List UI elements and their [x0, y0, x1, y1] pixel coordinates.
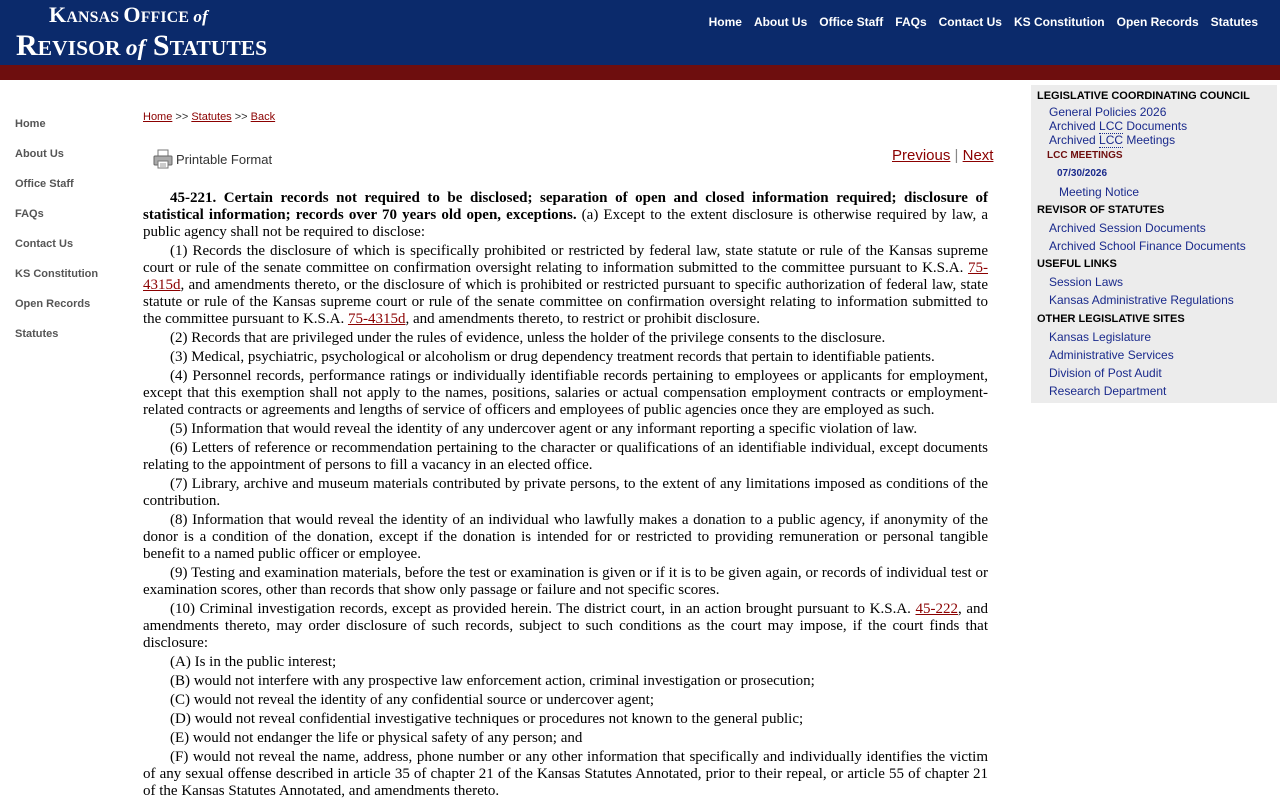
lcc-heading: LEGISLATIVE COORDINATING COUNCIL [1037, 90, 1250, 102]
logo-text: O [123, 2, 141, 27]
statute-text-segment: (10) Criminal investigation records, except as provided herein. The district court, in an action brought pursuant to K.S.A. [170, 601, 916, 617]
archived-school-finance-link[interactable]: Archived School Finance Documents [1049, 239, 1246, 253]
top-nav-ks-constitution[interactable]: KS Constitution [1013, 15, 1105, 29]
statute-text-segment: , and amendments thereto, to restrict or prohibit disclosure. [405, 311, 760, 327]
top-nav-about-us[interactable]: About Us [753, 15, 808, 29]
logo-line-2 [16, 29, 267, 63]
left-nav-faqs[interactable]: FAQs [15, 208, 44, 220]
top-nav-faqs[interactable]: FAQs [895, 15, 927, 29]
left-nav-office-staff[interactable]: Office Staff [15, 178, 74, 190]
statute-paragraph [143, 190, 988, 241]
statute-paragraph [143, 711, 988, 728]
statute-paragraph [143, 512, 988, 563]
site-header [0, 0, 1280, 65]
statute-paragraph [143, 243, 988, 328]
statute-heading: 45-221. Certain records not required to be disclosed; separation of open and closed information required; disclosure of statistical information; records over 70 years old open, exceptions. [143, 190, 988, 223]
statute-paragraph [143, 749, 988, 800]
statute-citation-link[interactable]: 75-4315d [347, 311, 406, 327]
statute-text-segment: (C) would not reveal the identity of any confidential source or undercover agent; [170, 692, 654, 708]
printer-icon [152, 148, 174, 170]
breadcrumb-statutes[interactable]: Statutes [191, 111, 232, 123]
statute-paragraph [143, 601, 988, 652]
statute-paragraph [143, 476, 988, 510]
pager [892, 147, 993, 164]
left-nav-statutes[interactable]: Statutes [15, 328, 59, 340]
statute-paragraph [143, 440, 988, 474]
statute-text-segment: , and amendments thereto, may order disclosure of such records, subject to such conditions as the court may impose, if the court finds that disclosure: [143, 601, 988, 651]
statute-text-segment: (9) Testing and examination materials, before the test or examination is given or if it is to be given again, or records of individual test or examination scores, other than records that show only passage or failure and not specific scores. [143, 565, 988, 598]
printable-format-link[interactable] [152, 148, 272, 170]
other-sites-heading: OTHER LEGISLATIVE SITES [1037, 313, 1185, 325]
statute-text-segment: (2) Records that are privileged under the rules of evidence, unless the holder of the privilege consents to the disclosure. [170, 330, 886, 346]
statute-citation-link[interactable]: 45-222 [915, 601, 958, 617]
left-nav [15, 118, 98, 358]
logo-text: of [193, 7, 209, 26]
archived-lcc-meetings-link[interactable]: Archived LCC Meetings [1049, 133, 1176, 147]
logo-text: of [125, 35, 146, 61]
statute-text-segment: (6) Letters of reference or recommendation pertaining to the character or qualifications of an identifiable individual, except documents relating to the appointment of persons to fill a vacancy in an elected office. [143, 440, 988, 473]
logo-text: FFICE [140, 9, 194, 26]
breadcrumb-separator: >> [234, 111, 248, 123]
statute-text-segment: (1) Records the disclosure of which is specifically prohibited or restricted by federal law, state statute or rule of the Kansas supreme court or rule of the senate committee on confirmation oversight relating to information submitted to the committee pursuant to K.S.A. [143, 243, 988, 276]
session-laws-link[interactable]: Session Laws [1049, 275, 1124, 289]
left-nav-open-records[interactable]: Open Records [15, 298, 91, 310]
statute-text-segment: (B) would not interfere with any prospective law enforcement action, criminal investigation or prosecution; [170, 673, 815, 689]
kansas-legislature-link[interactable]: Kansas Legislature [1049, 330, 1152, 344]
statute-text-segment: (3) Medical, psychiatric, psychological or alcoholism or drug dependency treatment records that pertain to identifiable patients. [170, 349, 935, 365]
logo-text: TATUTES [169, 36, 268, 60]
statute-paragraph [143, 565, 988, 599]
logo-text: R [16, 29, 38, 62]
statute-text-segment: (D) would not reveal confidential investigative techniques or procedures not known to the general public; [170, 711, 804, 727]
archived-session-documents-link[interactable]: Archived Session Documents [1049, 221, 1206, 235]
statute-text-segment: (8) Information that would reveal the identity of an individual who lawfully makes a donation to a public agency, if anonymity of the donor is a condition of the donation, except if the donation is intended for or restricted to providing remuneration or personal tangible benefit to a named public officer or employee. [143, 512, 988, 562]
useful-links-heading: USEFUL LINKS [1037, 258, 1117, 270]
revisor-heading: REVISOR OF STATUTES [1037, 204, 1165, 216]
general-policies-link[interactable]: General Policies 2026 [1049, 105, 1167, 119]
breadcrumb [143, 111, 275, 123]
statute-text-segment: (E) would not endanger the life or physical safety of any person; and [170, 730, 583, 746]
archived-lcc-documents-link[interactable]: Archived LCC Documents [1049, 119, 1188, 133]
left-nav-about-us[interactable]: About Us [15, 148, 64, 160]
top-nav-statutes[interactable]: Statutes [1210, 15, 1258, 29]
statute-paragraph [143, 421, 988, 438]
breadcrumb-home[interactable]: Home [143, 111, 173, 123]
left-nav-home[interactable]: Home [15, 118, 46, 130]
statute-paragraph [143, 654, 988, 671]
printable-format-label: Printable Format [176, 151, 273, 167]
left-nav-contact-us[interactable]: Contact Us [15, 238, 74, 250]
pager-separator: | [954, 147, 959, 164]
statute-text-segment: , and amendments thereto, or the disclosure of which is prohibited or restricted pursuant to specific authorization of federal law, state statute or rule of the Kansas supreme court or rule of the senate committee on confirmation oversight relating to information submitted to the committee pursuant to K.S.A. [143, 277, 988, 327]
statute-paragraph [143, 368, 988, 419]
statute-citation-link[interactable]: 75-4315d [143, 260, 988, 293]
top-nav-contact-us[interactable]: Contact Us [938, 15, 1002, 29]
logo-text: EVISOR [37, 36, 126, 60]
lcc-meetings-heading: LCC MEETINGS [1047, 150, 1123, 161]
statute-text-segment: (a) Except to the extent disclosure is otherwise required by law, a public agency shall not be required to disclose: [143, 207, 988, 240]
top-nav-office-staff[interactable]: Office Staff [819, 15, 884, 29]
breadcrumb-back[interactable]: Back [250, 111, 276, 123]
kansas-admin-regulations-link[interactable]: Kansas Administrative Regulations [1049, 293, 1234, 307]
header-accent-bar [0, 65, 1280, 80]
logo-text: K [49, 2, 67, 27]
top-nav [697, 15, 1258, 29]
right-sidebar [1031, 85, 1277, 403]
statute-text-segment: (F) would not reveal the name, address, phone number or any other information that specifically and individually identifies the victim of any sexual offense described in article 35 of chapter 21 of the Kansas Statutes Annotated, prior to their repeal, or article 55 of chapter 21 of the Kansas Statutes Annotated, and amendments thereto. [143, 749, 988, 799]
statute-text-segment: (7) Library, archive and museum materials contributed by private persons, to the extent of any limitations imposed as conditions of the contribution. [143, 476, 988, 509]
breadcrumb-separator: >> [175, 111, 189, 123]
top-nav-open-records[interactable]: Open Records [1116, 15, 1199, 29]
division-post-audit-link[interactable]: Division of Post Audit [1049, 366, 1162, 380]
meeting-date: 07/30/2026 [1057, 168, 1108, 179]
previous-link[interactable]: Previous [892, 147, 951, 164]
logo-text: S [145, 29, 170, 62]
logo-text: ANSAS [66, 9, 124, 26]
statute-paragraph [143, 692, 988, 709]
administrative-services-link[interactable]: Administrative Services [1049, 348, 1174, 362]
statute-text-segment: (5) Information that would reveal the identity of any undercover agent or any informant reporting a specific violation of law. [170, 421, 918, 437]
statute-text-segment: (4) Personnel records, performance ratings or individually identifiable records pertaining to employees or applicants for employment, except that this exemption shall not apply to the names, positions, salaries or actual compensation employment contracts or employment-related contracts or agreements and lengths of service of officers and employees of public agencies once they are employed as such. [143, 368, 988, 418]
meeting-notice-link[interactable]: Meeting Notice [1059, 185, 1140, 199]
left-nav-ks-constitution[interactable]: KS Constitution [15, 268, 99, 280]
next-link[interactable]: Next [962, 147, 994, 164]
statute-text [143, 190, 988, 802]
top-nav-home[interactable]: Home [708, 15, 742, 29]
statute-paragraph [143, 730, 988, 747]
statute-paragraph [143, 330, 988, 347]
statute-paragraph [143, 673, 988, 690]
logo-line-1 [49, 2, 208, 28]
statute-text-segment: (A) Is in the public interest; [170, 654, 337, 670]
research-department-link[interactable]: Research Department [1049, 384, 1167, 398]
statute-paragraph [143, 349, 988, 366]
